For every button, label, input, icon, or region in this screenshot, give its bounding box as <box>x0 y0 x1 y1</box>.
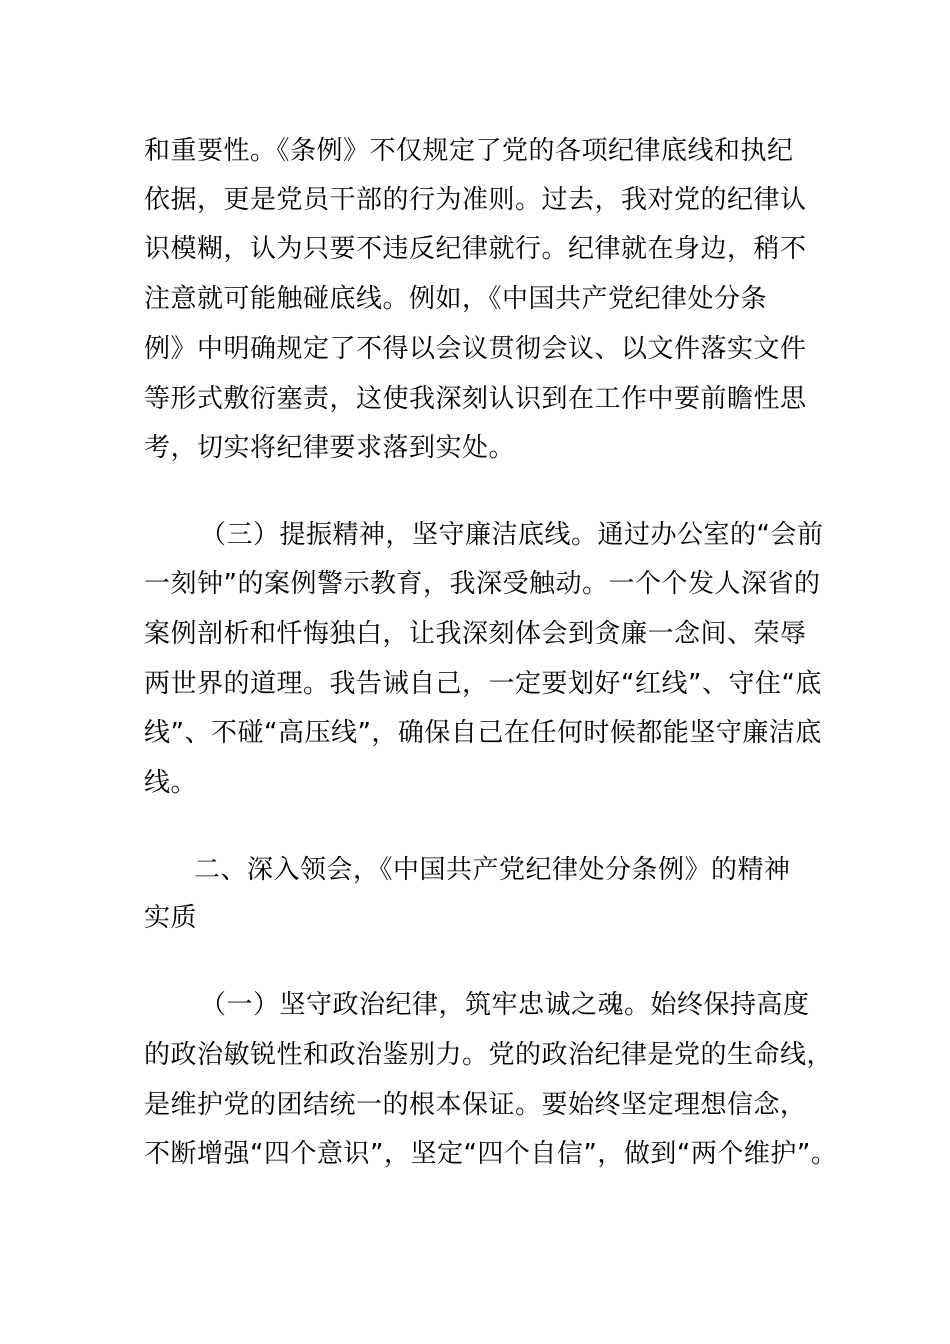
paragraph-3-line-3: 是维护党的团结统一的根本保证。要始终坚定理想信念， <box>144 1090 807 1120</box>
paragraph-1-line-4: 注意就可能触碰底线。例如，《中国共产党纪律处分条 <box>144 284 768 314</box>
paragraph-2-line-1: （三）提振精神，坚守廉洁底线。通过办公室的“会前 <box>200 520 824 550</box>
paragraph-1-line-1: 和重要性。《条例》不仅规定了党的各项纪律底线和执纪 <box>144 136 794 166</box>
paragraph-2-line-6: 线。 <box>144 768 198 798</box>
section-heading-line-2: 实质 <box>144 903 198 933</box>
paragraph-3-line-4: 不断增强“四个意识”，坚定“四个自信”，做到“两个维护”。 <box>144 1139 838 1169</box>
paragraph-1-line-6: 等形式敷衍塞责，这使我深刻认识到在工作中要前瞻性思 <box>144 384 807 414</box>
paragraph-1-line-3: 识模糊，认为只要不违反纪律就行。纪律就在身边，稍不 <box>144 234 807 264</box>
paragraph-2-line-4: 两世界的道理。我告诫自己，一定要划好“红线”、守住“底 <box>144 669 822 699</box>
paragraph-2-line-5: 线”、不碰“高压线”，确保自己在任何时候都能坚守廉洁底 <box>144 718 822 748</box>
paragraph-3-line-2: 的政治敏锐性和政治鉴别力。党的政治纪律是党的生命线， <box>144 1040 834 1070</box>
section-heading-line-1: 二、深入领会，《中国共产党纪律处分条例》的精神 <box>194 855 791 885</box>
paragraph-2-line-3: 案例剖析和忏悔独白，让我深刻体会到贪廉一念间、荣辱 <box>144 619 807 649</box>
paragraph-1-line-2: 依据，更是党员干部的行为准则。过去，我对党的纪律认 <box>144 185 807 215</box>
paragraph-1-line-7: 考，切实将纪律要求落到实处。 <box>144 433 516 463</box>
paragraph-2-line-2: 一刻钟”的案例警示教育，我深受触动。一个个发人深省的 <box>144 569 821 599</box>
paragraph-1-line-5: 例》中明确规定了不得以会议贯彻会议、以文件落实文件 <box>144 334 807 364</box>
paragraph-3-line-1: （一）坚守政治纪律，筑牢忠诚之魂。始终保持高度 <box>200 990 810 1020</box>
